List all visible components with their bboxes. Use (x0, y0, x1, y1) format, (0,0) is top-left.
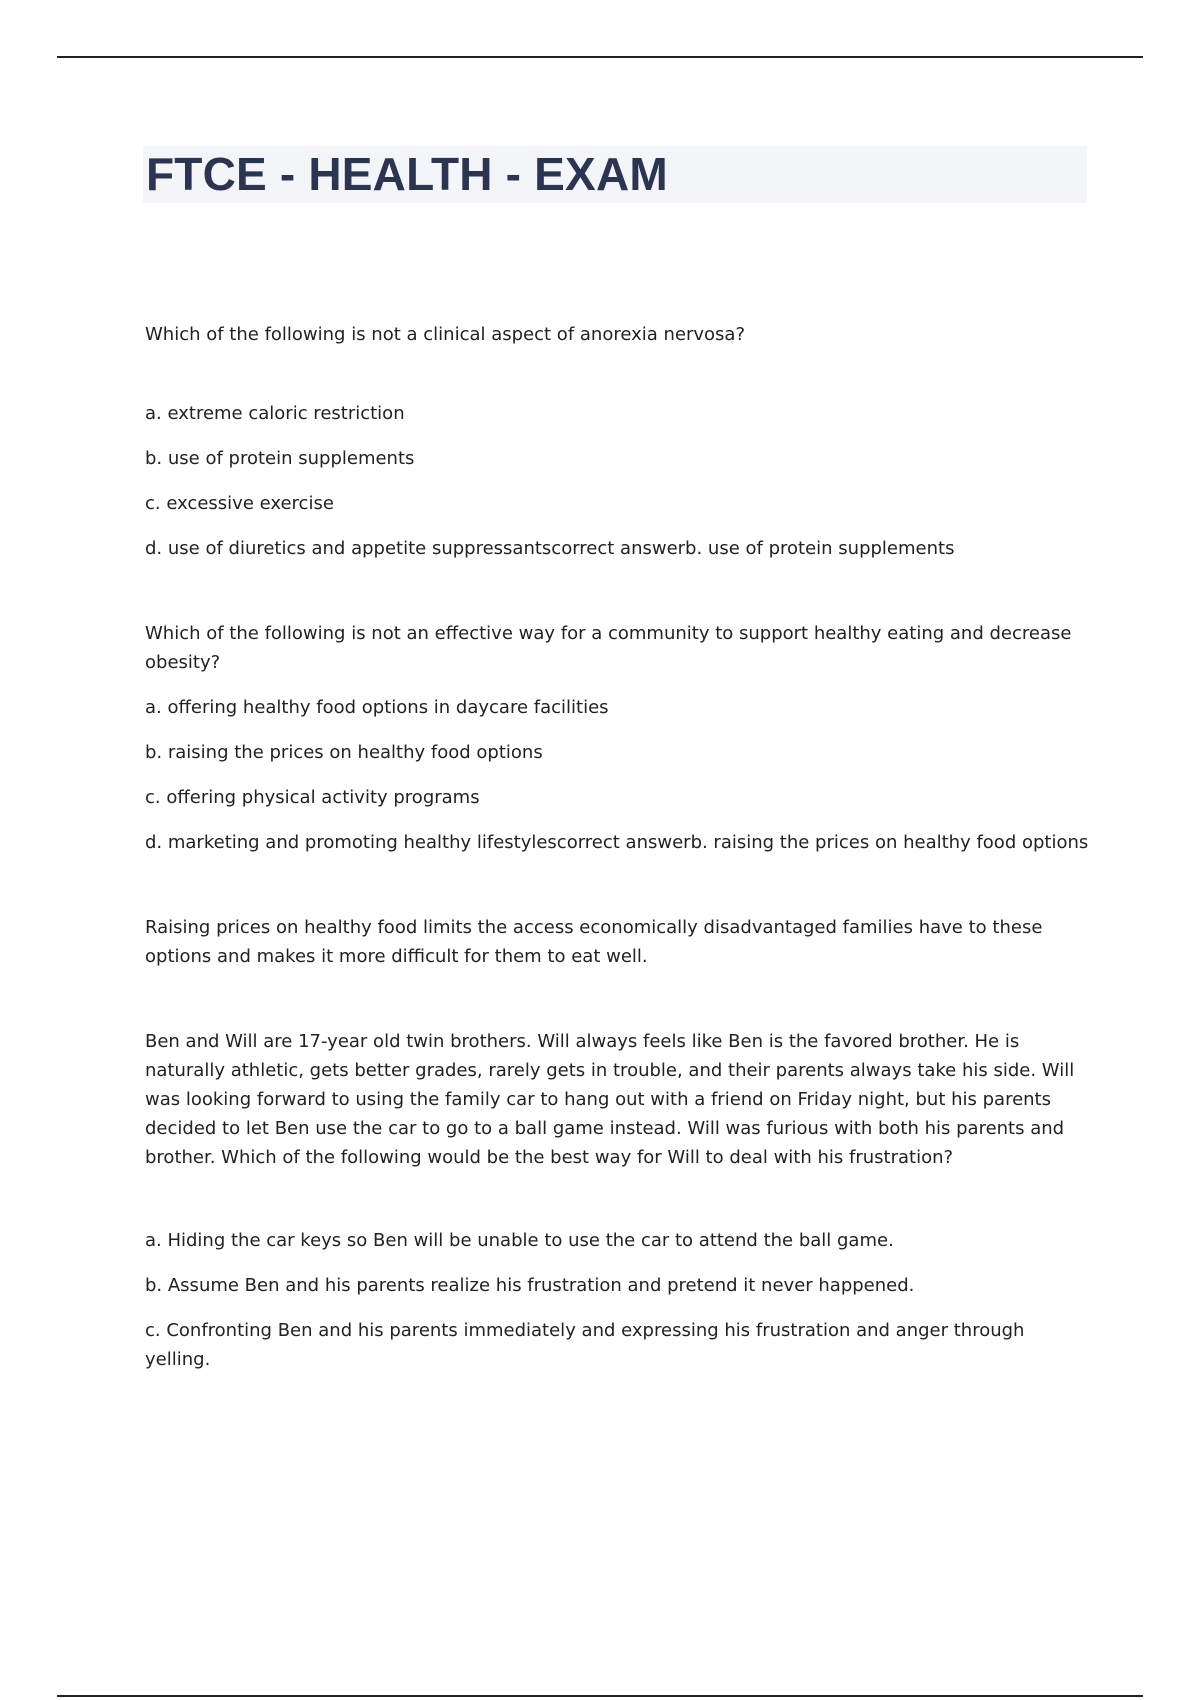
question-2-option-a: a. offering healthy food options in daycare facilities (145, 697, 609, 718)
page-title: FTCE - HEALTH - EXAM (146, 148, 668, 200)
question-3-prompt: Ben and Will are 17-year old twin brothers. Will always feels like Ben is the favored brother. He is naturally athletic, gets better grades, rarely gets in trouble, and their parents always take his side. Will was looking forward to using the family car to hang out with a friend on Friday night, but his parents decided to let Ben use the car to go to a ball game instead. Will was furious with both his parents and brother. Which of the following would be the best way for Will to deal with his frustration? (145, 1031, 1075, 1168)
question-3-option-b: b. Assume Ben and his parents realize his frustration and pretend it never happened. (145, 1275, 915, 1296)
question-2-prompt: Which of the following is not an effective way for a community to support healthy eating and decrease obesity? (145, 623, 1072, 673)
question-1-prompt: Which of the following is not a clinical aspect of anorexia nervosa? (145, 324, 746, 345)
top-rule (57, 56, 1143, 58)
question-2-explanation: Raising prices on healthy food limits the access economically disadvantaged families have to these options and makes it more difficult for them to eat well. (145, 917, 1043, 967)
document-body (145, 320, 1095, 1390)
question-2-option-c: c. offering physical activity programs (145, 787, 480, 808)
question-1-option-d: d. use of diuretics and appetite suppressantscorrect answerb. use of protein supplements (145, 538, 955, 559)
question-3-option-c: c. Confronting Ben and his parents immediately and expressing his frustration and anger through yelling. (145, 1320, 1025, 1370)
question-2-option-d: d. marketing and promoting healthy lifestylescorrect answerb. raising the prices on healthy food options (145, 832, 1089, 853)
question-1-option-c: c. excessive exercise (145, 493, 334, 514)
question-2-option-b: b. raising the prices on healthy food options (145, 742, 543, 763)
question-1-option-b: b. use of protein supplements (145, 448, 415, 469)
question-3-option-a: a. Hiding the car keys so Ben will be unable to use the car to attend the ball game. (145, 1230, 894, 1251)
question-1-option-a: a. extreme caloric restriction (145, 403, 405, 424)
bottom-rule (57, 1695, 1143, 1697)
